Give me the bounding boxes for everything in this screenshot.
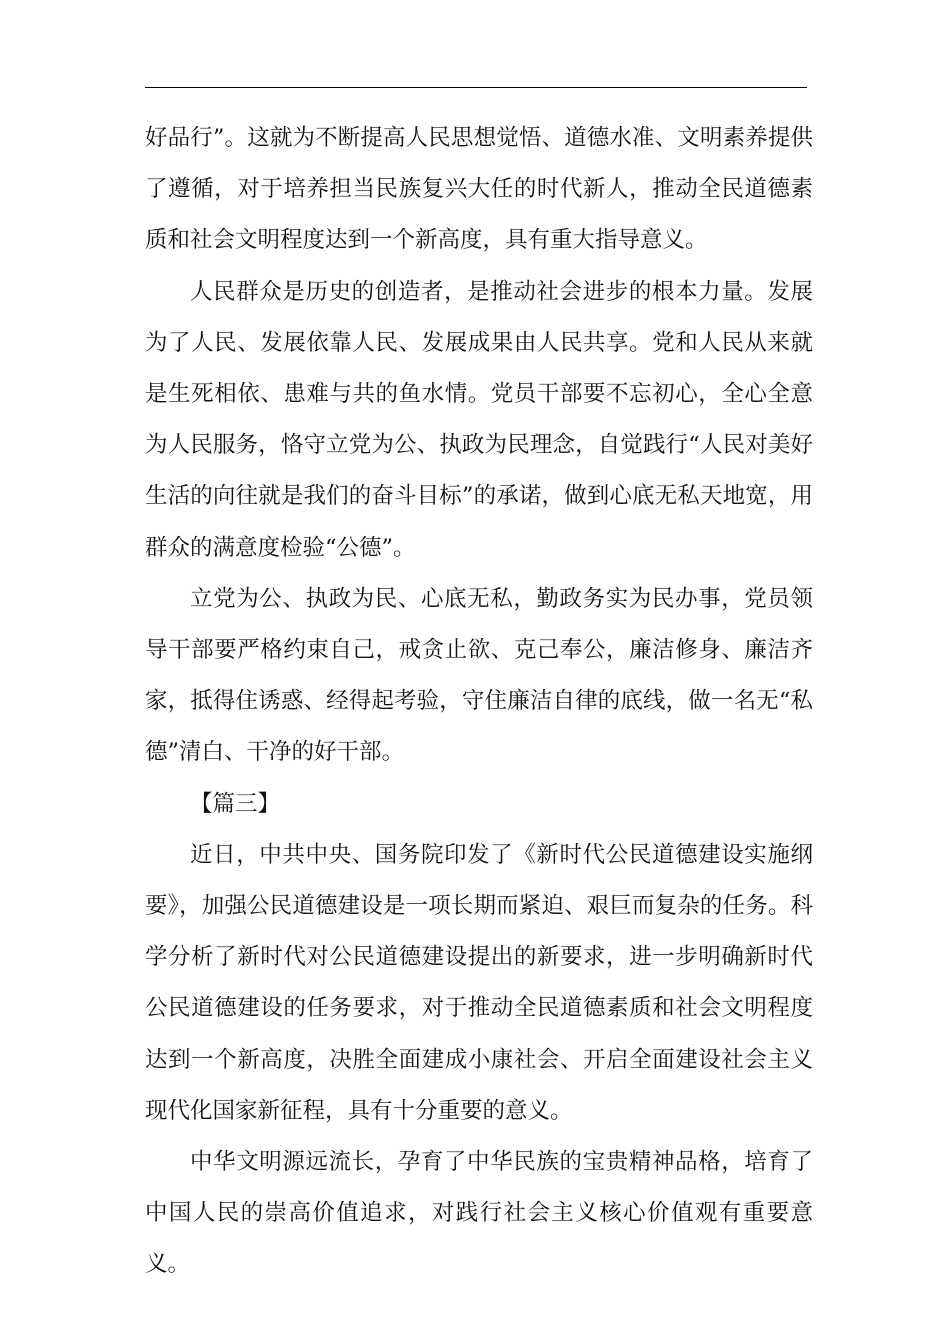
paragraph-people: 人民群众是历史的创造者，是推动社会进步的根本力量。发展为了人民、发展依靠人民、发展成果由人民共享。党和人民从来就是生死相依、患难与共的鱼水情。党员干部要不忘初心，全心全意为人民服务，恪守立党为公、执政为民理念，自觉践行“人民对美好生活的向往就是我们的奋斗目标”的承诺，做到心底无私天地宽，用群众的满意度检验“公德”。 xyxy=(145,278,813,561)
header-rule xyxy=(145,87,807,88)
section-heading: 【篇三】 xyxy=(190,790,281,817)
document-body xyxy=(145,113,813,1291)
paragraph-outline: 近日，中共中央、国务院印发了《新时代公民道德建设实施纲要》，加强公民道德建设是一项长期而紧迫、艰巨而复杂的任务。科学分析了新时代对公民道德建设提出的新要求，进一步明确新时代公民道德建设的任务要求，对于推动全民道德素质和社会文明程度达到一个新高度，决胜全面建成小康社会、开启全面建设社会主义现代化国家新征程，具有十分重要的意义。 xyxy=(145,841,813,1124)
paragraph-continuation: 好品行”。这就为不断提高人民思想觉悟、道德水准、文明素养提供了遵循，对于培养担当民族复兴大任的时代新人，推动全民道德素质和社会文明程度达到一个新高度，具有重大指导意义。 xyxy=(145,125,813,254)
paragraph-civilization: 中华文明源远流长，孕育了中华民族的宝贵精神品格，培育了中国人民的崇高价值追求，对践行社会主义核心价值观有重要意义。 xyxy=(145,1149,813,1278)
paragraph-cadres: 立党为公、执政为民、心底无私，勤政务实为民办事，党员领导干部要严格约束自己，戒贪止欲、克己奉公，廉洁修身、廉洁齐家，抵得住诱惑、经得起考验，守住廉洁自律的底线，做一名无“私德”清白、干净的好干部。 xyxy=(145,585,813,766)
